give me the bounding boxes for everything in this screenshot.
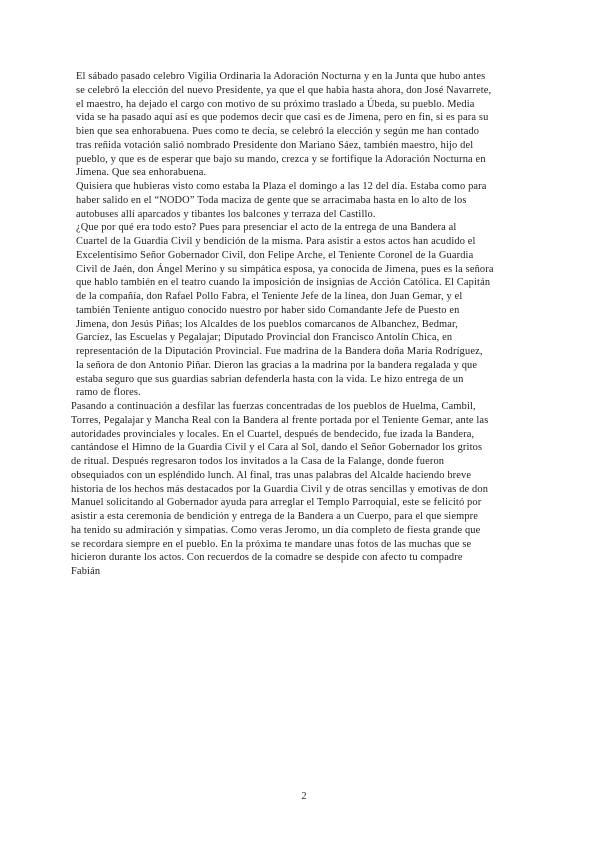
letter-line: asistir a esta ceremonia de bendición y entrega de la Bandera a un Cuerpo, para el que siempre [71, 511, 479, 522]
letter-line: cantándose el Himno de la Guardia Civil y el Cara al Sol, dando el Señor Gobernador los gritos [71, 442, 483, 454]
letter-line: Excelentísimo Señor Gobernador Civil, don Felipe Arche, el Teniente Coronel de la Guardia [76, 249, 474, 261]
letter-line: Fabián [71, 566, 101, 577]
letter-line: Garcíez, las Escuelas y Pegalajar; Diputado Provincial don Francisco Antolín Chica, en [76, 332, 453, 344]
letter-line: Quisiera que hubieras visto como estaba la Plaza el domingo a las 12 del día. Estaba como para [76, 181, 487, 192]
letter-line: hicieron durante los actos. Con recuerdos de la comadre se despide con afecto tu compadre [71, 552, 463, 564]
letter-line: se recordara siempre en el pueblo. En la próxima te mandare unas fotos de las muchas que se [71, 538, 472, 550]
letter-line: de la compañía, don Rafael Pollo Fabra, el Teniente Jefe de la línea, don Juan Gemar, y el [76, 291, 463, 302]
letter-line: Jimena, don Jesús Piñas; los Alcaldes de los pueblos comarcanos de Albanchez, Bedmar, [76, 318, 458, 330]
paragraph-3 [71, 221, 549, 400]
paragraph-4 [71, 400, 549, 579]
letter-line: haber salido en el “NODO” Toda maciza de gente que se arracimaba hasta en lo alto de los [76, 194, 467, 206]
letter-line: representación de la Diputación Provincial. Fue madrina de la Bandera doña María Rodríguez, [76, 346, 483, 357]
letter-line: también Teniente antiguo conocido nuestro por haber sido Comandante Jefe de Puesto en [76, 304, 460, 316]
letter-body [71, 70, 549, 579]
letter-line: pueblo, y que es de esperar que bajo su mando, crezca y se fortifique la Adoración Nocturna en [76, 153, 486, 165]
letter-line: la señora de don Antonio Piñar. Dieron las gracias a la madrina por la bandera regalada y que [76, 359, 478, 371]
letter-line: Civil de Jaén, don Ángel Merino y su simpática esposa, ya conocida de Jimena, pues es la señora [76, 263, 494, 275]
paragraph-2 [71, 180, 549, 221]
letter-line: Jimena. Que sea enhorabuena. [76, 167, 207, 179]
letter-line: ramo de flores. [76, 387, 141, 399]
letter-line: ¿Que por qué era todo esto? Pues para presenciar el acto de la entrega de una Bandera al [76, 222, 457, 234]
letter-line: tras reñida votación salió nombrado Presidente don Mariano Sáez, también maestro, hijo del [76, 139, 474, 151]
letter-line: se celebró la elección del nuevo Presidente, ya que el que habia hasta ahora, don José Navarrete, [76, 84, 492, 96]
letter-line: ha tenido su admiración y simpatias. Como veras Jeromo, un día completo de fiesta grande que [71, 524, 481, 536]
paragraph-1 [71, 70, 549, 180]
letter-line: El sábado pasado celebro Vigilia Ordinaria la Adoración Nocturna y en la Junta que hubo antes [76, 71, 486, 82]
letter-line: autobuses allí aparcados y tibantes los balcones y terraza del Castillo. [76, 208, 376, 220]
letter-line: el maestro, ha dejado el cargo con motivo de su próximo traslado a Úbeda, su pueblo. Media [76, 98, 475, 110]
letter-line: Cuartel de la Guardia Civil y bendición de la misma. Para asistir a estos actos han acudido el [76, 236, 476, 247]
letter-line: vida se ha pasado aquí así es que podemos decir que casi es de Jimena, pero en fin, si es para su [76, 112, 489, 124]
letter-line: de ritual. Después regresaron todos los invitados a la Casa de la Falange, donde fueron [71, 456, 445, 467]
letter-line: bien que sea enhorabuena. Pues como te decía, se celebró la elección y según me han contado [76, 126, 480, 137]
letter-line: que hablo también en el teatro cuando la imposición de insignias de Acción Católica. El Capitán [76, 277, 491, 289]
page-number: 2 [301, 791, 307, 802]
letter-line: historia de los hechos más destacados por la Guardia Civil y de otras sencillas y emotivas de don [71, 483, 489, 495]
letter-line: Torres, Pegalajar y Mancha Real con la Bandera al frente portada por el Teniente Gemar, ante las [71, 414, 489, 426]
letter-line: Manuel solicitando al Gobernador ayuda para arreglar el Templo Parroquial, este se felicitó por [71, 497, 482, 509]
letter-line: Pasando a continuación a desfilar las fuerzas concentradas de los pueblos de Huelma, Cambil, [71, 401, 476, 412]
letter-line: estaba seguro que sus guardias sabrian defenderla hasta con la vida. Le hizo entrega de un [76, 373, 464, 385]
letter-line: autoridades provinciales y locales. En el Cuartel, después de bendecido, fue izada la Bandera, [71, 428, 475, 440]
letter-line: obsequiados con un espléndido lunch. Al final, tras unas palabras del Alcalde haciendo breve [71, 469, 472, 481]
